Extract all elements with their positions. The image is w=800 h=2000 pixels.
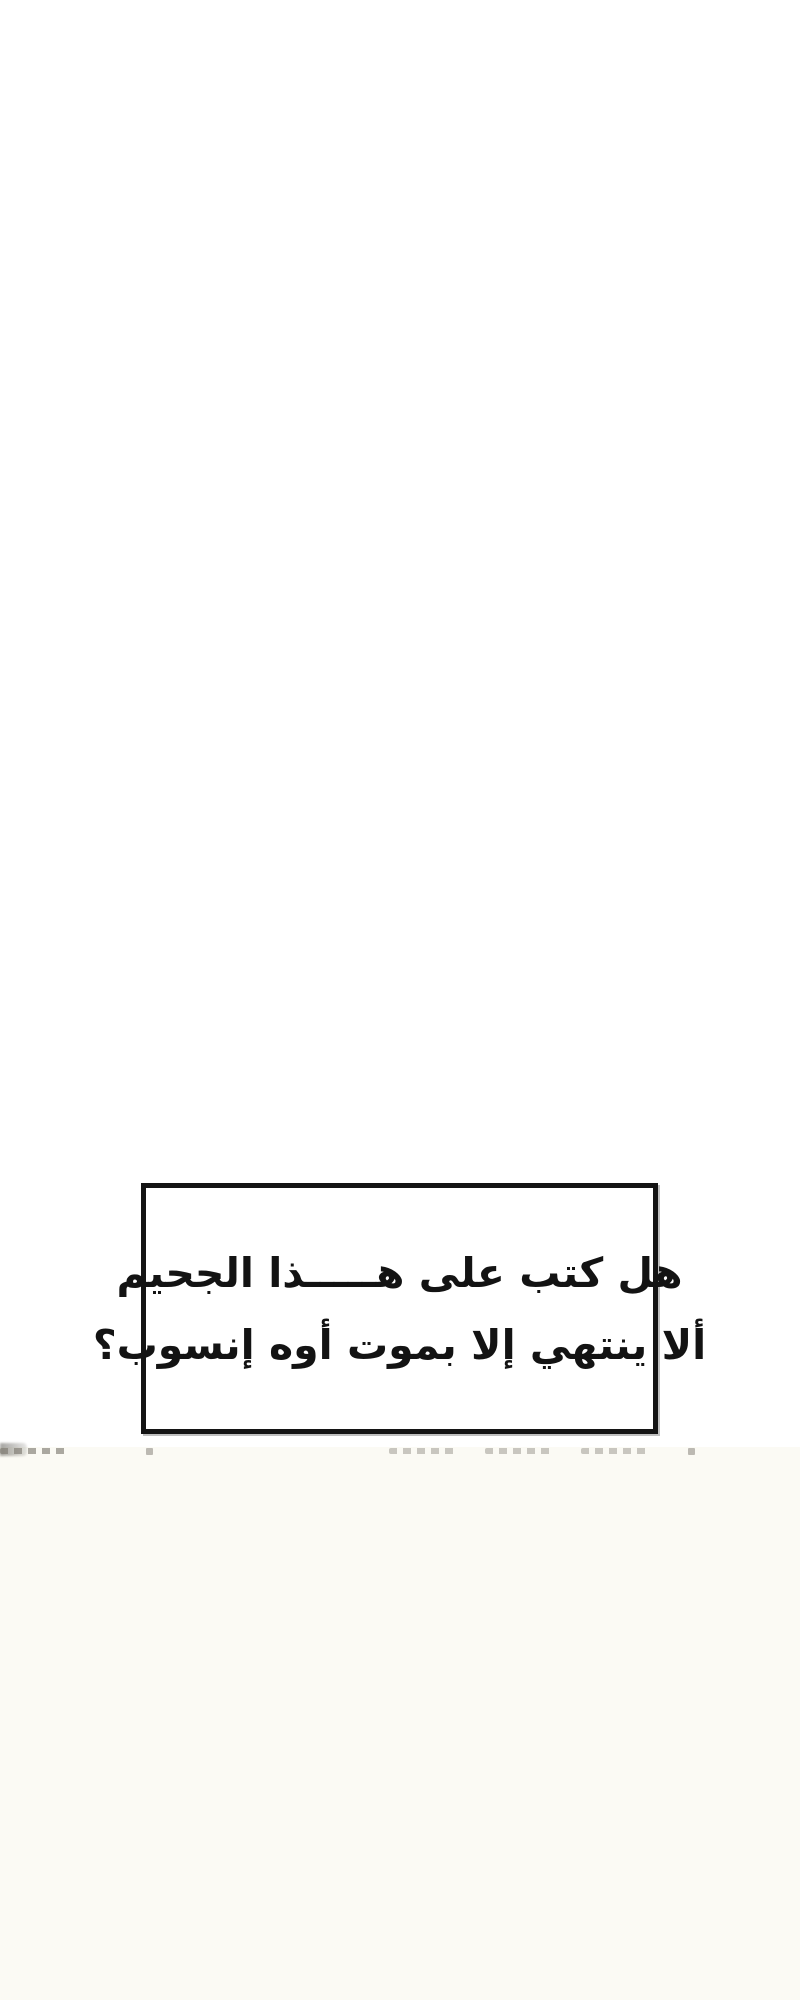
next-panel-background bbox=[0, 1447, 800, 2000]
caption-box bbox=[92, 1183, 707, 1434]
caption-line-1: هل كتب على هـــــذا الجحيم bbox=[116, 1248, 683, 1297]
caption-line-2: ألا ينتهي إلا بموت أوه إنسوب؟ bbox=[92, 1320, 707, 1369]
